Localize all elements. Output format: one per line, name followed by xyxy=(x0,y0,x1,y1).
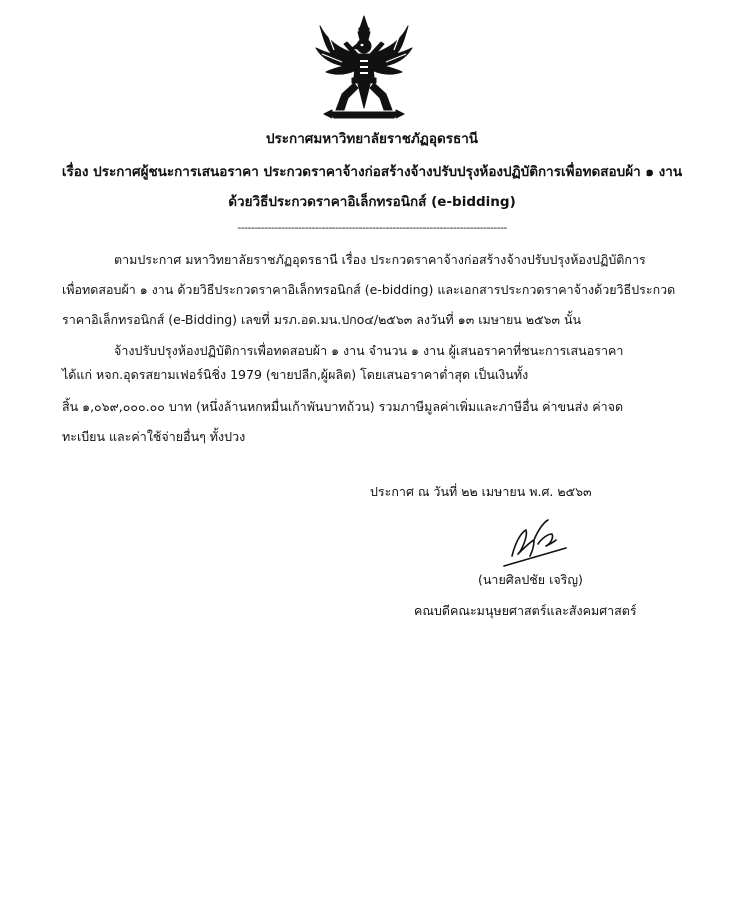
body-line-7: ทะเบียน และค่าใช้จ่ายอื่นๆ ทั้งปวง xyxy=(62,429,246,444)
garuda-emblem-icon xyxy=(314,14,414,122)
announcement-date: ประกาศ ณ วันที่ ๒๒ เมษายน พ.ศ. ๒๕๖๓ xyxy=(370,484,592,499)
body-line-3: ราคาอิเล็กทรอนิกส์ (e-Bidding) เลขที่ มรภ.อด.มน.ปกo๔/๒๕๖๓ ลงวันที่ ๑๓ เมษายน ๒๕๖๓ นั้น xyxy=(62,312,582,327)
body-line-2: เพื่อทดสอบผ้า ๑ งาน ด้วยวิธีประกวดราคาอิเล็กทรอนิกส์ (e-bidding) และเอกสารประกวดราคาจ้างด้วยวิธีประกวด xyxy=(62,282,676,297)
signer-title: คณบดีคณะมนุษยศาสตร์และสังคมศาสตร์ xyxy=(414,603,637,618)
body-line-1: ตามประกาศ มหาวิทยาลัยราชภัฏอุดรธานี เรื่อง ประกวดราคาจ้างก่อสร้างจ้างปรับปรุงห้องปฏิบัติการ xyxy=(114,252,646,267)
body-line-4: จ้างปรับปรุงห้องปฏิบัติการเพื่อทดสอบผ้า ๑ งาน จำนวน ๑ งาน ผู้เสนอราคาที่ชนะการเสนอราคา xyxy=(114,343,624,358)
separator-line: -------------------------------------------------------------------------------- xyxy=(237,221,507,234)
body-line-5: ได้แก่ หจก.อุดรสยามเฟอร์นิชิ่ง 1979 (ขายปลีก,ผู้ผลิต) โดยเสนอราคาต่ำสุด เป็นเงินทั้ง xyxy=(62,367,529,382)
announcement-subject-line-2: ด้วยวิธีประกวดราคาอิเล็กทรอนิกส์ (e-bidding) xyxy=(228,194,516,210)
body-line-6: สิ้น ๑,๐๖๙,๐๐๐.๐๐ บาท (หนึ่งล้านหกหมื่นเก้าพันบาทถ้วน) รวมภาษีมูลค่าเพิ่มและภาษีอื่น ค่าขนส่ง ค่าจด xyxy=(62,399,624,414)
announcement-subject-line-1: เรื่อง ประกาศผู้ชนะการเสนอราคา ประกวดราคาจ้างก่อสร้างจ้างปรับปรุงห้องปฏิบัติการเพื่อทดสอบผ้า ๑ งาน xyxy=(61,164,683,180)
announcement-title: ประกาศมหาวิทยาลัยราชภัฏอุดรธานี xyxy=(265,131,479,147)
signer-name: (นายศิลปชัย เจริญ) xyxy=(478,572,583,587)
handwritten-signature xyxy=(500,510,570,572)
